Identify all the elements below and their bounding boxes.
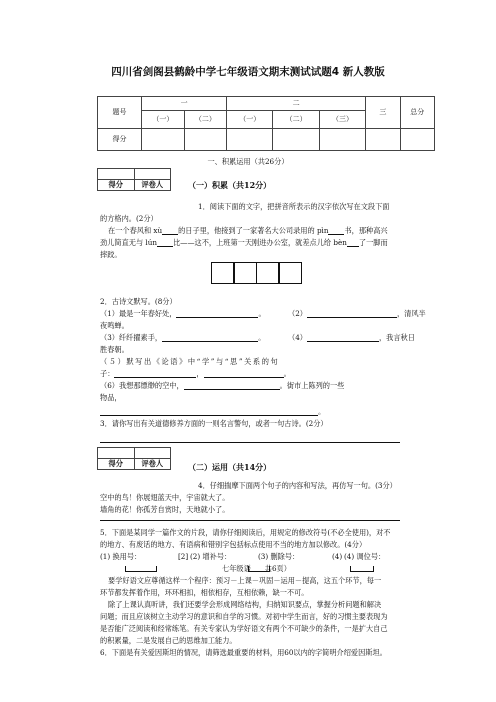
table-sub-4: （二） — [273, 111, 319, 129]
section1-title: （一）积累（共12分） — [188, 180, 272, 190]
q5-line2: 的地方、有废话的地方、有语病和错别字包括标点使用不当的地方加以修改。(4分） — [100, 540, 367, 549]
q2-line-d: （6）我想那缥缈的空中， 。街市上陈列的一些 — [100, 381, 345, 390]
q2-line-b-right: （4） ，我言秋日 — [288, 333, 415, 342]
q2-line-a: （1）最是一年春好处， 。 — [100, 309, 266, 318]
swap-mark: (4) — [332, 552, 343, 561]
grader-reviewer-label: 评卷人 — [134, 459, 171, 470]
table-header-part2: 二 — [227, 97, 366, 111]
q2-line-c: （５）默写出《论语》中“学”与“思”关系的句 — [100, 357, 280, 366]
q5-para-line1: 要学好语文应尊循这样一个程序：预习－上课－巩固－运用－提高，这五个环节，每一 — [108, 576, 382, 585]
table-header-total: 总分 — [400, 97, 434, 129]
grader-score-label: 得分 — [98, 180, 135, 191]
grader-score-label: 得分 — [98, 459, 135, 470]
q2-line-b-cont: 胜春朝。 — [100, 345, 129, 354]
q5-para-line2: 环节都发挥着作用，环环相扣，相依相存，互相依赖，缺一不可。 — [100, 588, 309, 597]
swap-symbol-icon — [350, 566, 374, 572]
insert-mark: [2] — [178, 552, 189, 561]
q2-heading: 2．古诗文默写。(8分） — [100, 297, 177, 306]
q1-line4: 劲儿简直无与 lún 比——这不，上班第一天刚进办公室，就差点儿给 bèn 了一脚而 — [100, 238, 388, 247]
q3-answer-line[interactable] — [100, 442, 400, 443]
q5-para-line6: 的积累量，二是发展自己的思维加工能力。 — [100, 636, 237, 645]
page-title: 四川省剑阁县鹤龄中学七年级语文期末测试试题4 新人教版 — [111, 66, 385, 78]
table-sub-2: （二） — [184, 111, 226, 129]
q1-line1: 1．阅读下面的文字，把拼音所表示的汉字依次写在文段下面 — [198, 202, 390, 211]
replace-symbol-icon — [125, 566, 157, 572]
q4-line2: 空中的鸟！你展翅蓝天中，宇宙就大了。 — [100, 493, 230, 502]
q5-para-line5: 是否能广泛阅读和经常练笔。有关专家认为学好语文有两个不可缺少的条件，一是扩大自己 — [100, 624, 388, 633]
q5-para-line3: 除了上课认真听讲，我们还要学会形成网络结构，归纳知识要点，掌握分析问题和解决 — [108, 600, 382, 609]
answer-box-4[interactable] — [279, 262, 302, 284]
table-sub-3: （一） — [227, 111, 273, 129]
q2-line-c-cont: 子： ， 。 — [100, 369, 291, 378]
grader-box-2 — [97, 447, 171, 470]
q5-para-line4: 问题；而且应该树立主动学习的意识和自学的习惯。对初中学生而言，好的习惯主要表现为 — [100, 612, 388, 621]
delete-symbol-icon — [248, 566, 270, 572]
q5-line1: 5．下面是某同学一篇作文的片段，请你仔细阅读后，用规定的修改符号(不必全使用)，对不 — [100, 528, 391, 537]
table-header-part3: 三 — [366, 97, 400, 129]
q4-line1: 4．仔细揣摩下面两个句子的内容和写法，再仿写一句。(3分） — [198, 481, 397, 490]
grader-box-1 — [97, 168, 171, 191]
section2-title: （二）运用（共14分） — [188, 462, 272, 472]
part1-heading: 一、积累运用（共26分） — [207, 157, 289, 166]
table-header-question: 题号 — [98, 97, 142, 129]
table-score-label: 得分 — [98, 129, 142, 151]
q2-line-a-right: （2） ，清风半 — [288, 309, 426, 318]
q5-symbols: (1) 换用号： [2] (2) 增补号： (3) 删除号： (4) (4) 调位号： — [100, 552, 386, 561]
table-header-part1: 一 — [142, 97, 227, 111]
q2-line-d-end: 。 — [100, 407, 325, 416]
q4-answer-line[interactable] — [100, 520, 400, 521]
page-footer-overlap: 七年级语 共6页） — [222, 564, 291, 573]
q2-line-a-cont: 夜鸣蝉。 — [100, 321, 129, 330]
score-table — [97, 96, 435, 151]
answer-box-1[interactable] — [211, 262, 234, 284]
answer-boxes[interactable] — [212, 262, 302, 284]
q1-line2: 的方格内。(2分） — [100, 214, 158, 223]
answer-box-3[interactable] — [256, 262, 279, 284]
q1-line3: 在一个春风和 xù 的日子里，他接到了一家著名大公司录用的 pìn 书，那种高兴 — [108, 226, 388, 235]
q3-question: 3．请你写出有关道德修养方面的一则名言警句，或者一句古诗。(2分） — [100, 419, 328, 428]
q2-line-b: （3）纤纤擢素手， 。 — [100, 333, 266, 342]
grader-reviewer-label: 评卷人 — [134, 180, 171, 191]
q6-question: 6．下面是有关爱因斯坦的情况，请筛选最重要的材料，用60以内的字简明介绍爱因斯坦。 — [100, 648, 387, 657]
q2-line-d-cont: 物品， — [100, 393, 122, 402]
q1-line5: 摔跤。 — [100, 250, 122, 259]
table-sub-1: （一） — [142, 111, 184, 129]
table-sub-5: （三） — [319, 111, 365, 129]
answer-box-2[interactable] — [234, 262, 257, 284]
q4-line3: 墙角的花！你孤芳自赏时，天地就小了。 — [100, 505, 230, 514]
